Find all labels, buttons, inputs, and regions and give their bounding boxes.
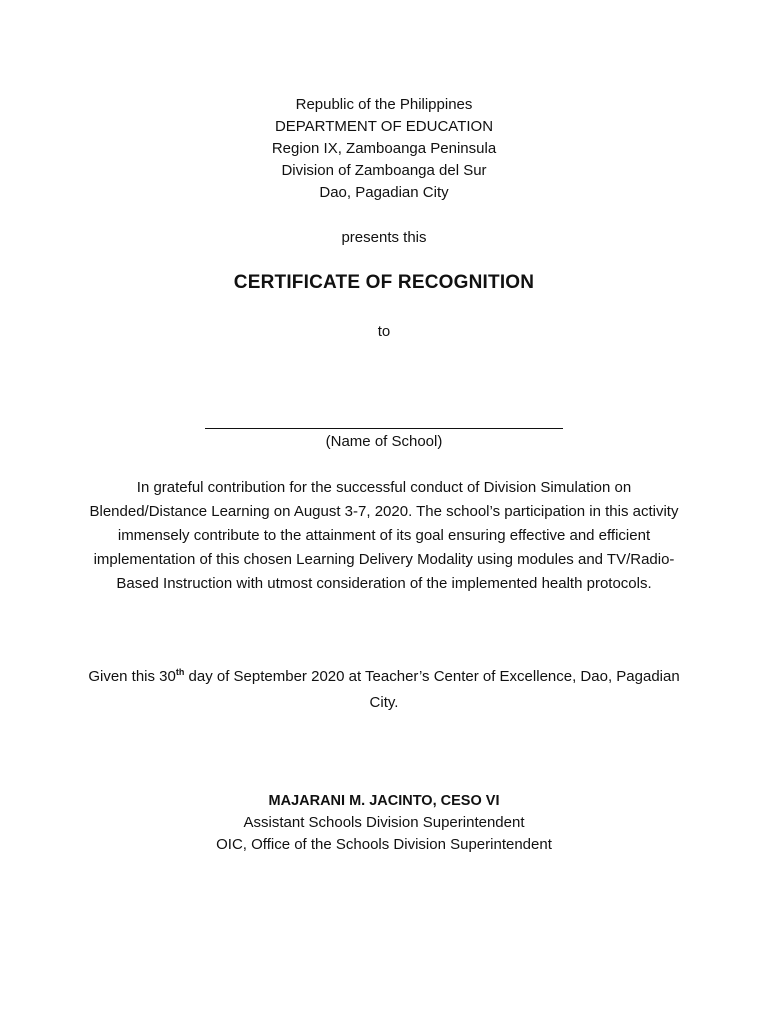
header-department: DEPARTMENT OF EDUCATION: [274, 118, 494, 135]
recipient-blank-line[interactable]: [205, 428, 563, 429]
given-statement: [84, 664, 684, 716]
header-division: Division of Zamboanga del Sur: [281, 162, 487, 179]
recipient-label: (Name of School): [325, 433, 443, 450]
header-region: Region IX, Zamboanga Peninsula: [271, 140, 497, 157]
header-address: Dao, Pagadian City: [319, 184, 449, 201]
certificate-title: CERTIFICATE OF RECOGNITION: [233, 272, 535, 293]
citation-paragraph: In grateful contribution for the successful conduct of Division Simulation on Blended/Distance Learning on August 3-7, 2020. The school’s participation in this activity immensely contribute to the attainment of its goal ensuring effective and efficient implementation of this chosen Learning Delivery Modality using modules and TV/Radio-Based Instruction with utmost consideration of the implemented health protocols.: [89, 479, 679, 592]
signatory-position: Assistant Schools Division Superintendent: [243, 814, 525, 831]
given-ordinal: th: [175, 667, 185, 677]
signatory-office: OIC, Office of the Schools Division Superintendent: [216, 836, 552, 853]
given-prefix: Given this 30: [88, 668, 176, 685]
given-suffix: day of September 2020 at Teacher’s Center of Excellence, Dao, Pagadian City.: [184, 668, 680, 711]
presents-text: presents this: [341, 229, 427, 246]
header-republic: Republic of the Philippines: [295, 96, 473, 113]
to-text: to: [377, 323, 391, 340]
signatory-name: MAJARANI M. JACINTO, CESO VI: [268, 793, 500, 809]
